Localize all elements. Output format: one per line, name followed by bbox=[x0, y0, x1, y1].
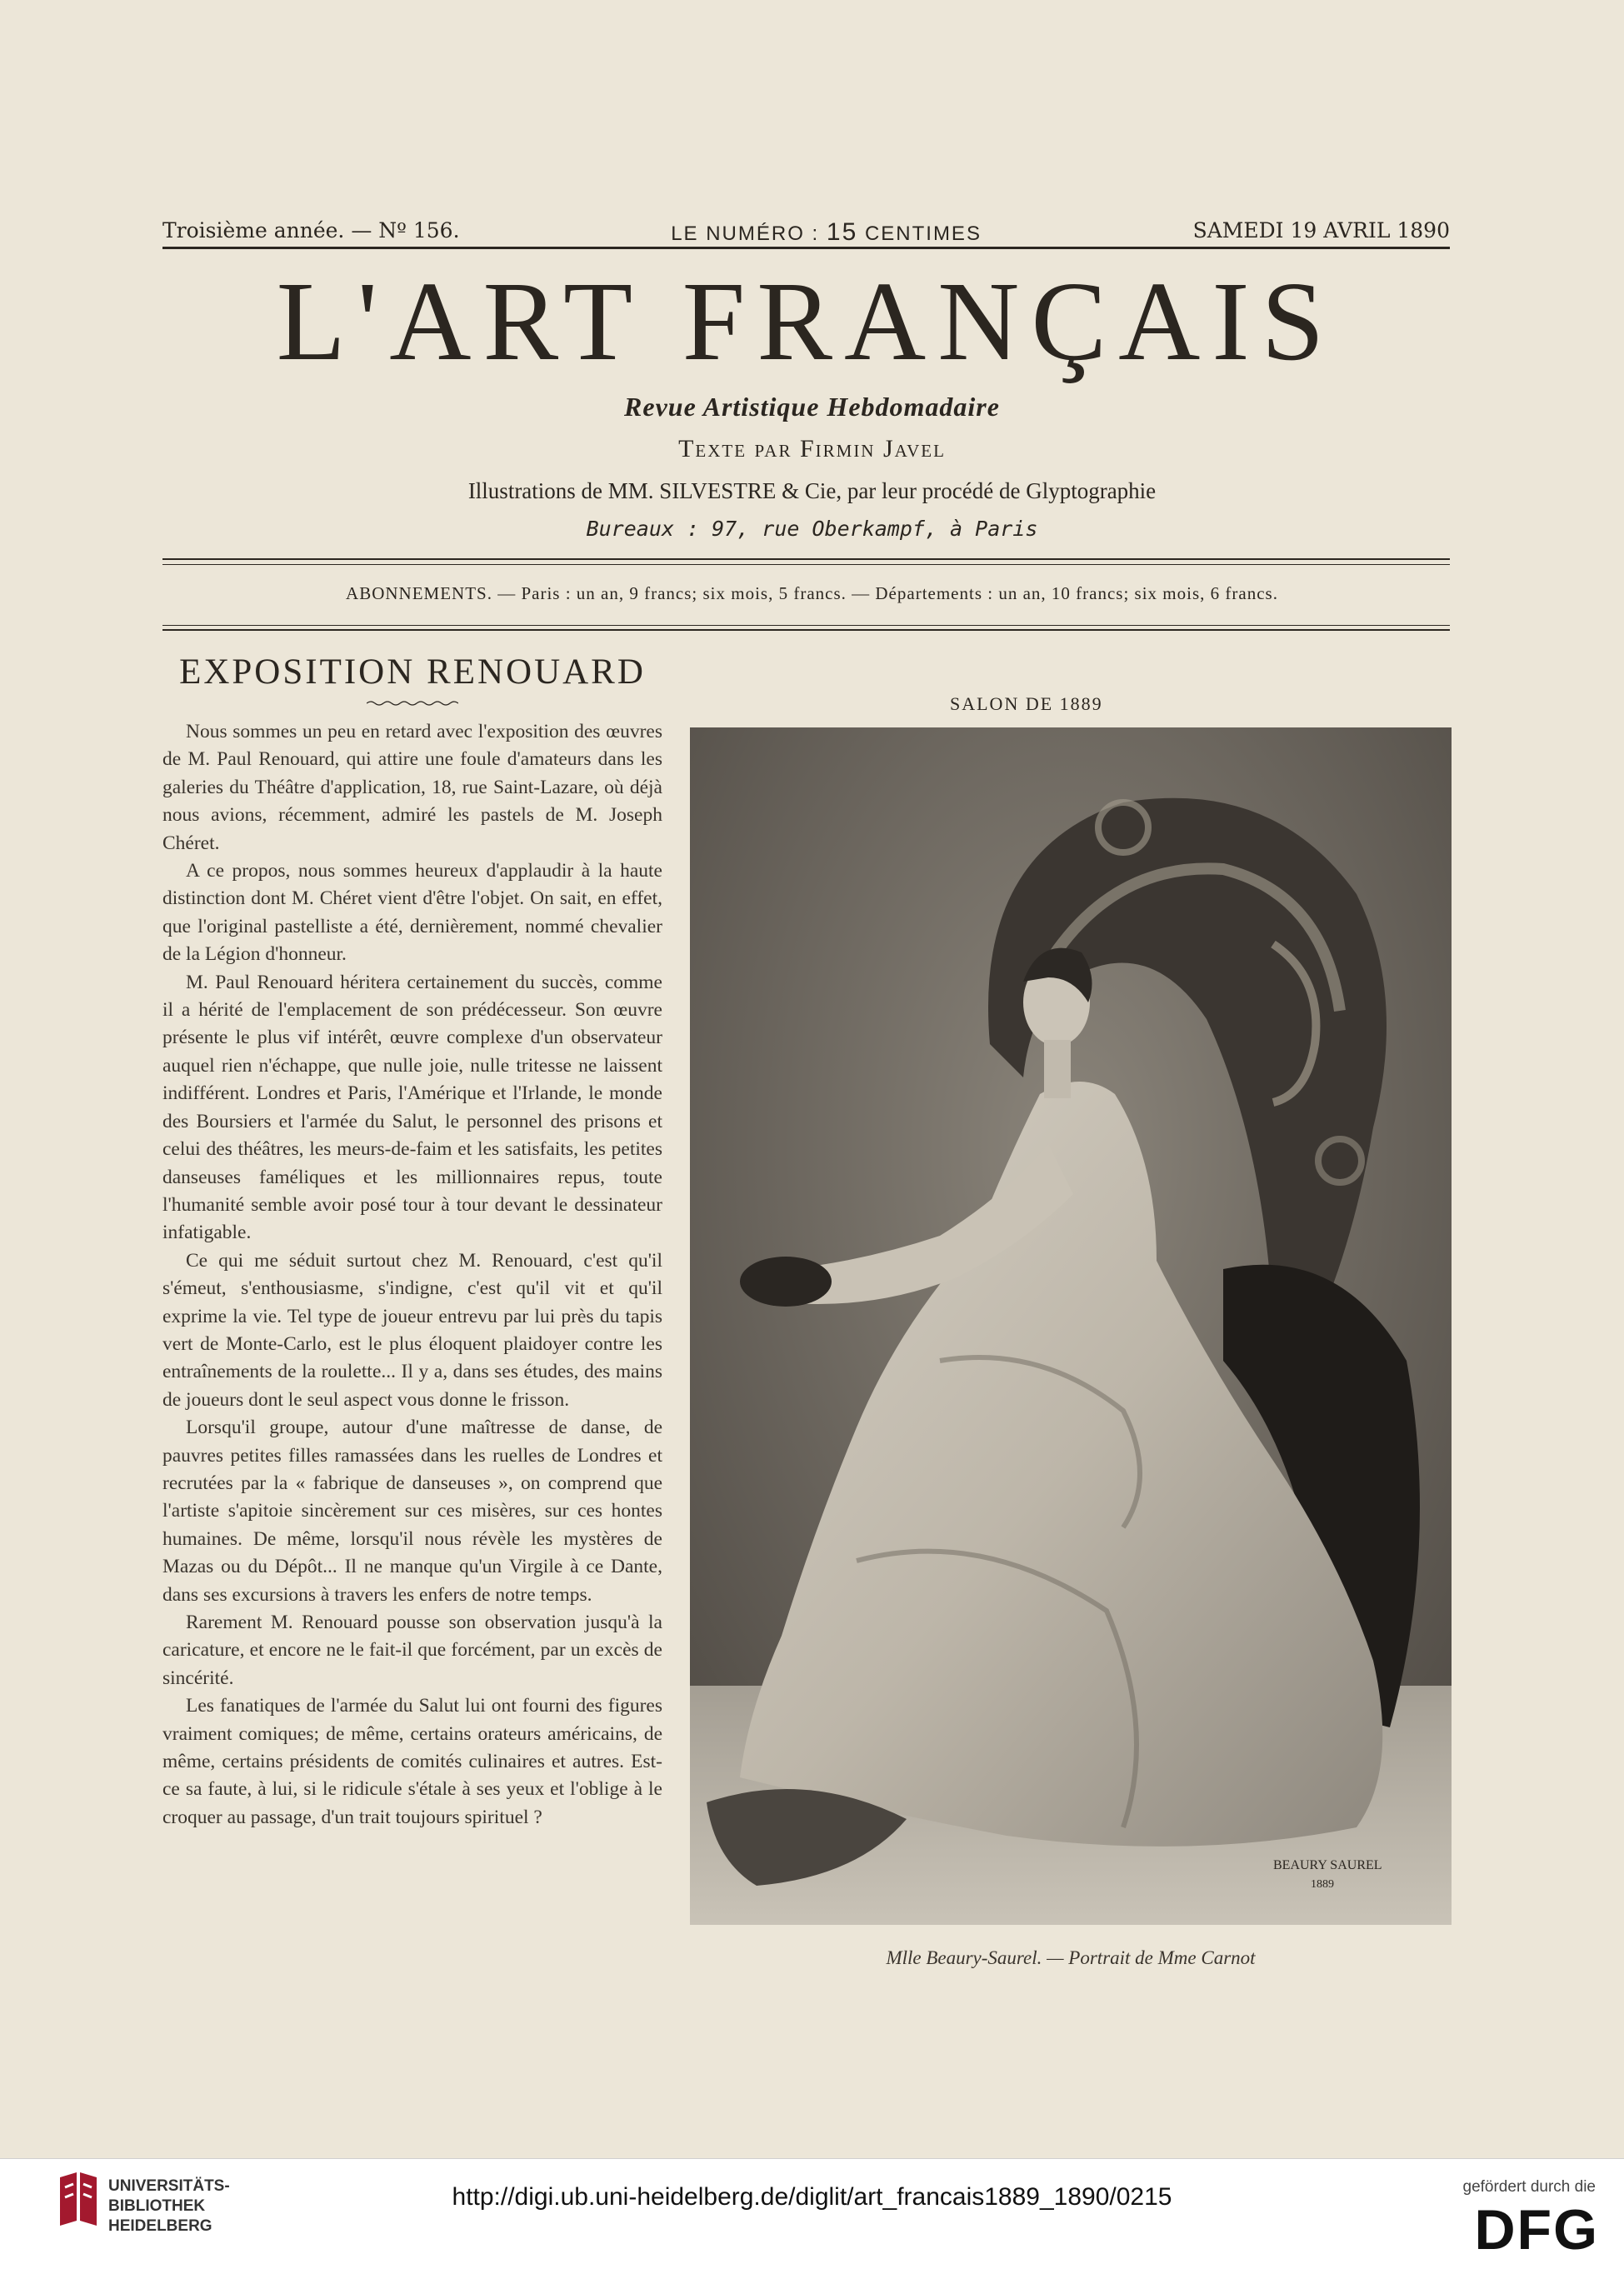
painting-signature: BEAURY SAUREL bbox=[1273, 1858, 1382, 1872]
subscription-rates: ABONNEMENTS. — Paris : un an, 9 francs; six mois, 5 francs. — Départements : un an, 10 francs; six mois, 6 francs. bbox=[346, 583, 1278, 603]
article-paragraph: A ce propos, nous sommes heureux d'applaudir à la haute distinction dont M. Chéret vient d'être l'objet. On sait, en effet, que l'original pastelliste a été, dernièrement, nommé chevalier de la Légion d'honneur. bbox=[162, 860, 662, 966]
article-paragraph: Les fanatiques de l'armée du Salut lui ont fourni des figures vraiment comiques; de même, certains orateurs américains, de même, certains présidents de comités culinaires et autres. Est-ce sa faute, à lui, si le ridicule s'étale à ses yeux et l'oblige à le croquer au passage, d'un trait toujours spirituel ? bbox=[162, 1695, 662, 1828]
digital-library-footer bbox=[0, 2158, 1624, 2274]
issue-number: Troisième année. — Nº 156. bbox=[162, 218, 460, 242]
article-paragraph: Nous sommes un peu en retard avec l'exposition des œuvres de M. Paul Renouard, qui attire une foule d'amateurs dans les galeries du Théâtre d'application, 18, rue Saint-Lazare, où déjà nous avions, récemment, admiré les pastels de M. Joseph Chéret. bbox=[162, 721, 662, 854]
issue-price: LE NUMÉRO : 15 CENTIMES bbox=[671, 218, 982, 246]
top-rule bbox=[162, 247, 1450, 249]
article-paragraph: Lorsqu'il groupe, autour d'une maîtresse de danse, de pauvres petites filles ramassées dans les ruelles de Londres et recrutées par la « fabrique de danseuses », on comprend que l'artiste s'apitoie sincèrement sur ces misères, sur ces hontes humaines. De même, lorsqu'il nous révèle les mystères de Mazas ou du Dépôt... Il ne manque qu'un Virgile à ce Dante, dans ses excursions à travers les enfers de notre temps. bbox=[162, 1417, 662, 1606]
office-address: Bureaux : 97, rue Oberkampf, à Paris bbox=[586, 517, 1038, 541]
issue-date: SAMEDI 19 AVRIL 1890 bbox=[1192, 218, 1450, 242]
issue-info-bar bbox=[162, 218, 1450, 247]
article-paragraph: Rarement M. Renouard pousse son observation jusqu'à la caricature, et encore ne le fait-il que forcément, par un excès de sincérité. bbox=[162, 1612, 662, 1689]
article-paragraph: M. Paul Renouard héritera certainement du succès, comme il a hérité de l'emplacement de son prédécesseur. Son œuvre présente le plus vif intérêt, œuvre complexe d'un observateur auquel rien n'échappe, que nulle joie, nulle tritesse ne laissent indifférent. Londres et Paris, l'Amérique et l'Irlande, le monde des Boursiers et l'armée du Salut, le personnel des prisons et celui des théâtres, les meurs-de-faim et les satisfaits, les petites danseuses faméliques et les millionnaires repus, toute l'humanité semble avoir posé tour à tour devant le dessinateur infatigable. bbox=[162, 971, 662, 1244]
funding-label: gefördert durch die bbox=[1462, 2178, 1596, 2196]
title-ornament bbox=[367, 700, 458, 707]
illustration-label: SALON DE 1889 bbox=[950, 693, 1103, 714]
rule-above-subscriptions-thin bbox=[162, 564, 1450, 565]
rule-below-subscriptions-thin bbox=[162, 625, 1450, 626]
article-body bbox=[162, 718, 662, 1832]
portrait-plate bbox=[690, 727, 1452, 1925]
newspaper-title: L'ART FRANÇAIS bbox=[276, 259, 1337, 384]
portrait-caption: Mlle Beaury-Saurel. — Portrait de Mme Carnot bbox=[886, 1947, 1256, 1968]
source-url-link[interactable]: http://digi.ub.uni-heidelberg.de/diglit/art_francais1889_1890/0215 bbox=[452, 2183, 1172, 2211]
text-credit: Texte par Firmin Javel bbox=[678, 435, 946, 462]
university-library-name[interactable]: UNIVERSITÄTS- BIBLIOTHEK HEIDELBERG bbox=[108, 2177, 230, 2235]
painting-signature-year: 1889 bbox=[1311, 1878, 1334, 1891]
article-title: EXPOSITION RENOUARD bbox=[179, 652, 646, 692]
rule-above-subscriptions bbox=[162, 558, 1450, 560]
rule-below-subscriptions bbox=[162, 629, 1450, 631]
newspaper-subtitle: Revue Artistique Hebdomadaire bbox=[624, 392, 1000, 422]
article-paragraph: Ce qui me séduit surtout chez M. Renouard, c'est qu'il s'émeut, s'enthousiasme, s'indigne, c'est qu'il vit et qu'il exprime la vie. Tel type de joueur entrevu par lui près du tapis vert de Monte-Carlo, est le plus éloquent plaidoyer contre les entraînements de la roulette... Il y a, dans ses études, des mains de joueurs dont le seul aspect vous donne le frisson. bbox=[162, 1249, 662, 1411]
portrait-image bbox=[690, 727, 1452, 1925]
illustration-credit: Illustrations de MM. SILVESTRE & Cie, par leur procédé de Glyptographie bbox=[467, 478, 1157, 503]
dfg-logo[interactable]: DFG bbox=[1474, 2198, 1599, 2262]
